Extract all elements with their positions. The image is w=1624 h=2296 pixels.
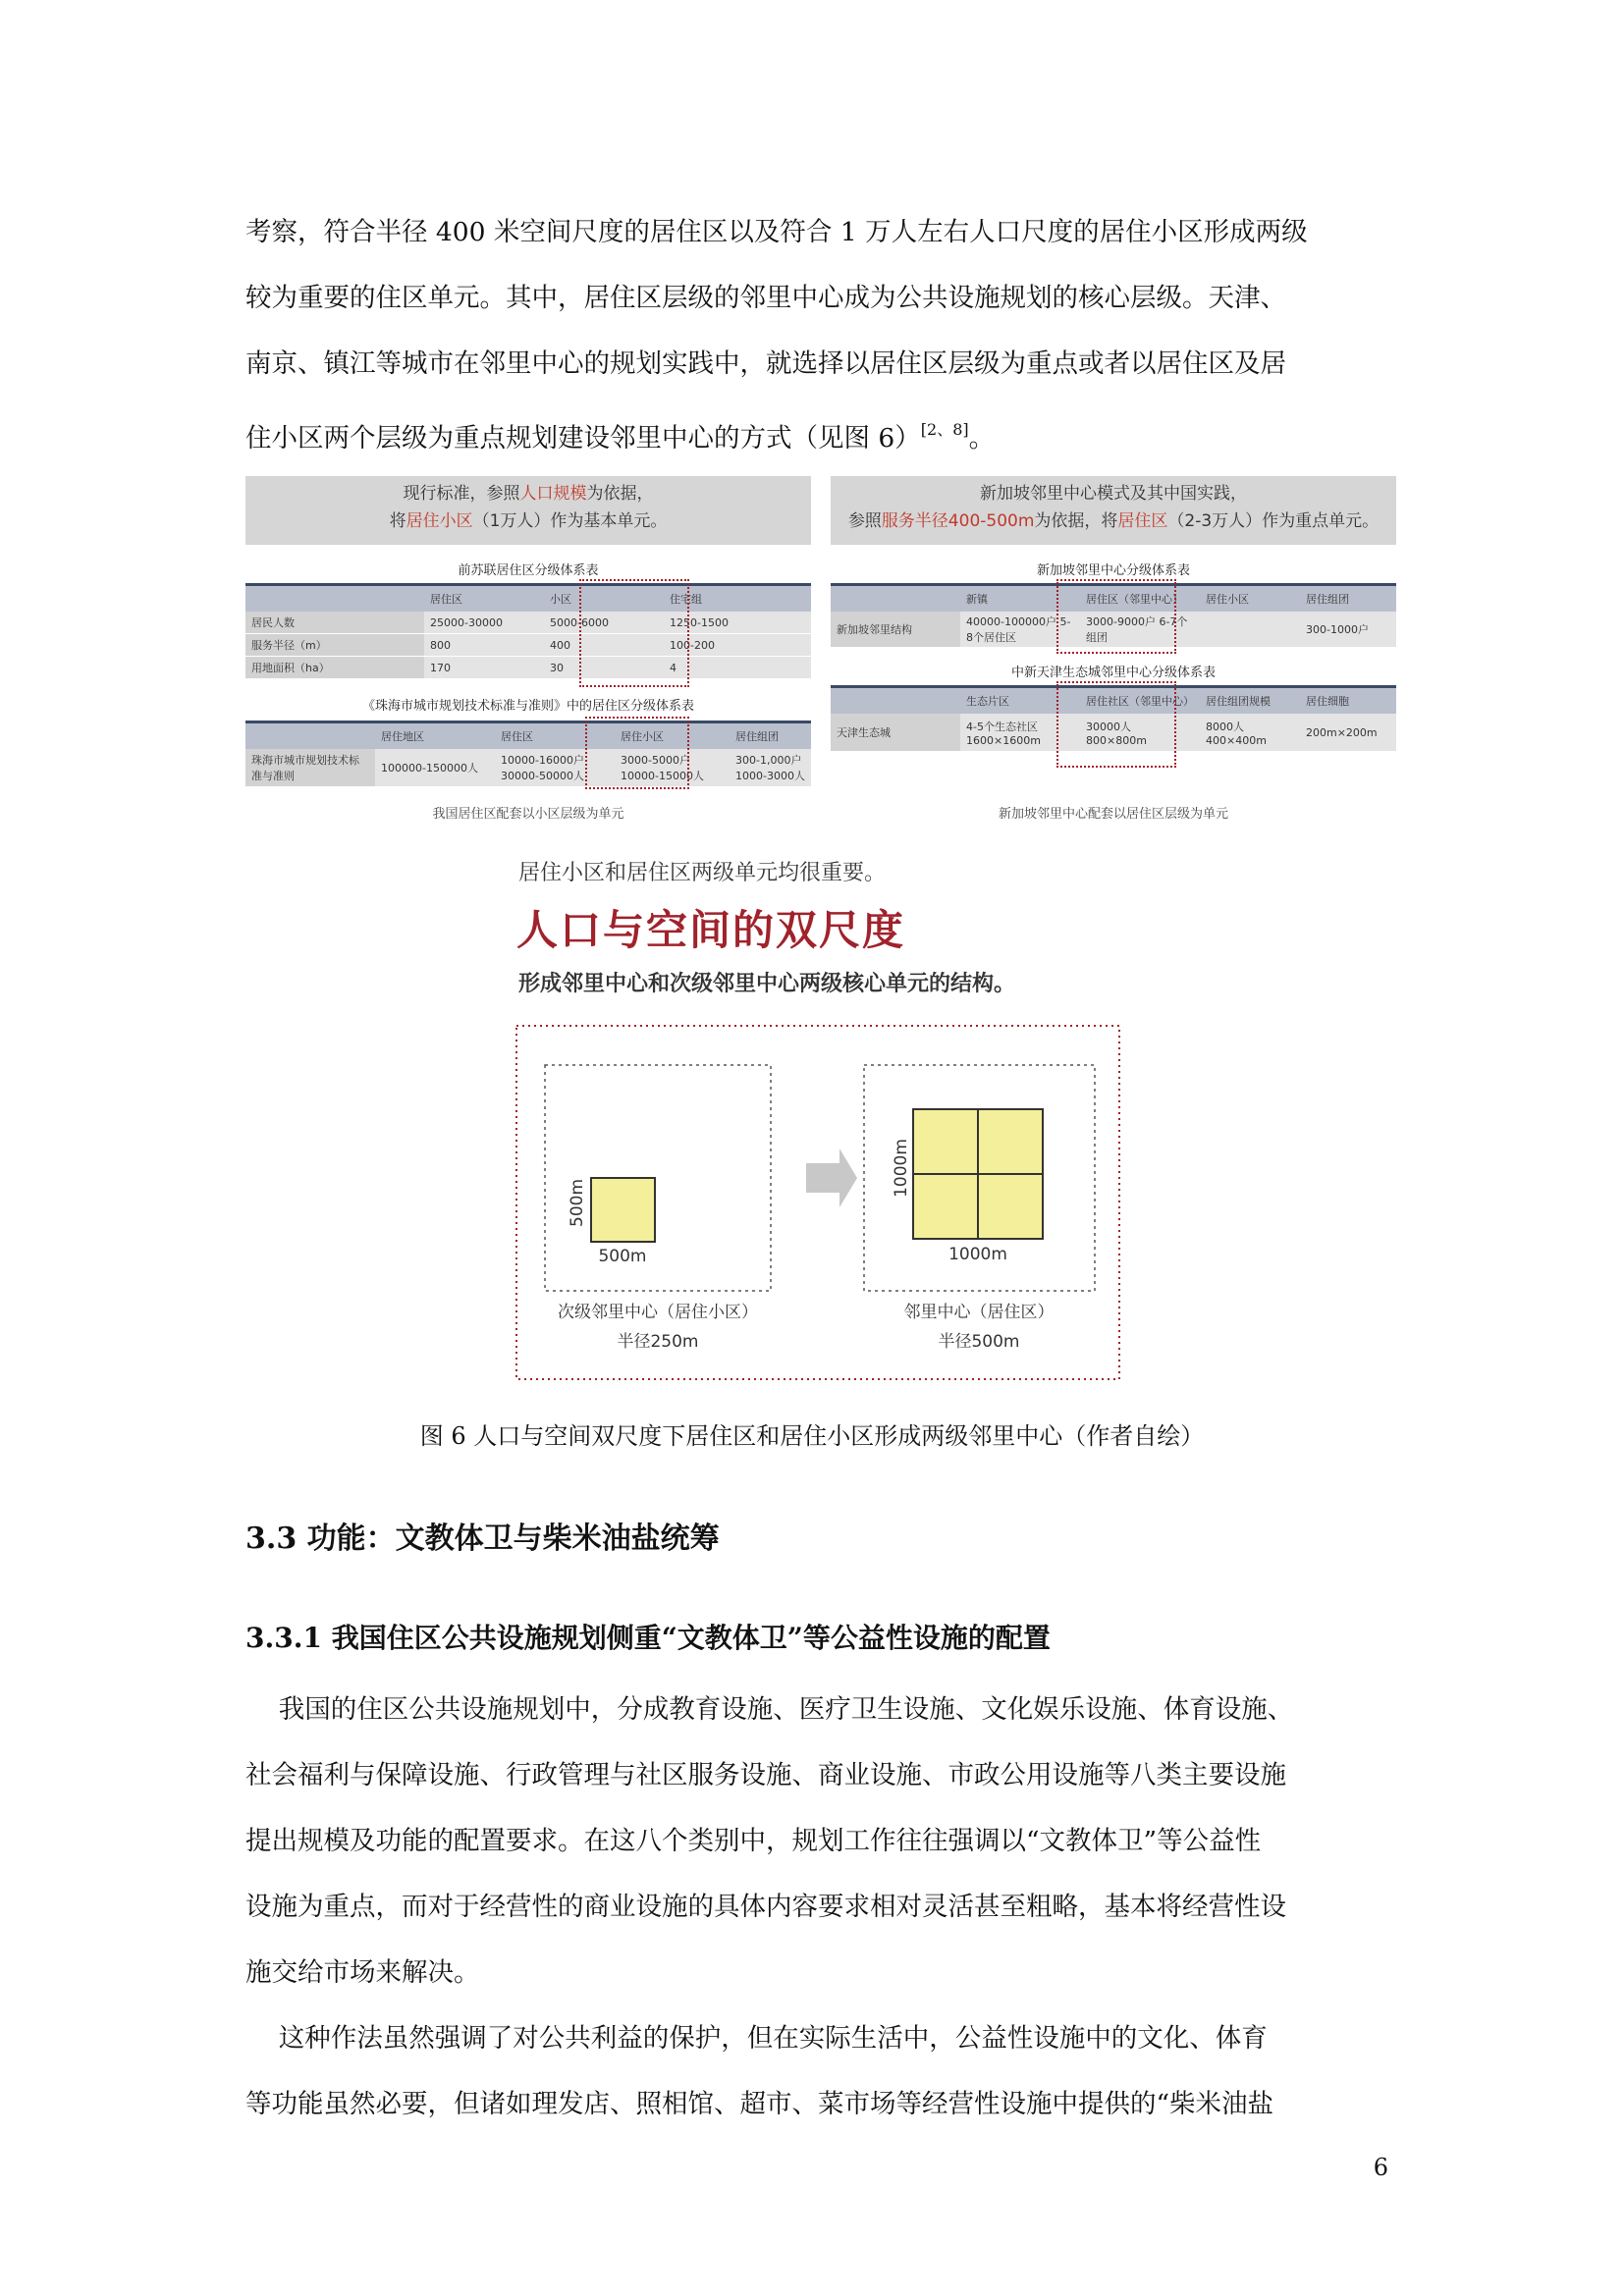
text-line: 我国的住区公共设施规划中，分成教育设施、医疗卫生设施、文化娱乐设施、体育设施、 [245, 1694, 1294, 1725]
table-cell: 200m×200m [1300, 714, 1396, 752]
table-cell: 400 [544, 634, 664, 657]
banner-text: 为依据，将 [1034, 511, 1118, 531]
table-header: 居住区（邻里中心） [1080, 585, 1200, 613]
text-line: 这种作法虽然强调了对公共利益的保护，但在实际生活中，公益性设施中的文化、体育 [245, 2023, 1268, 2054]
table-cell: 3000-5000户 10000-15000人 [615, 749, 730, 787]
citation: [2、8] [920, 420, 969, 439]
text-line: 社会福利与保障设施、行政管理与社区服务设施、商业设施、市政公用设施等八类主要设施 [245, 1760, 1286, 1790]
text-line-end: 。 [968, 423, 996, 454]
table-title: 前苏联居住区分级体系表 [458, 563, 599, 578]
table-cell: 居民人数 [245, 612, 424, 634]
table-header: 小区 [544, 585, 664, 613]
table-cell: 40000-100000户 5-8个居住区 [960, 612, 1080, 648]
table-header: 居住小区 [1200, 585, 1300, 613]
banner-text: 将 [389, 511, 406, 531]
text-line: 考察，符合半径 400 米空间尺度的居住区以及符合 1 万人左右人口尺度的居住小区形成两级 [245, 217, 1308, 247]
table-header: 居住组团规模 [1200, 687, 1300, 715]
small-bottom-label: 500m [598, 1247, 647, 1266]
table-cell: 4-5个生态社区 1600×1600m [960, 714, 1080, 752]
diagram-note: 居住小区和居住区两级单元均很重要。 [518, 861, 887, 885]
section-heading: 3.3 功能：文教体卫与柴米油盐统筹 [245, 1522, 720, 1556]
table-header: 居住地区 [375, 722, 495, 750]
table-cell: 300-1000户 [1300, 612, 1396, 648]
table-cell: 新加坡邻里结构 [831, 612, 960, 648]
panel-caption: 新加坡邻里中心配套以居住区层级为单元 [998, 807, 1228, 822]
table-cell: 10000-16000户 30000-50000人 [495, 749, 615, 787]
small-side-label: 500m [568, 1178, 587, 1227]
table-cell: 800 [424, 634, 544, 657]
banner-highlight: 居住区 [1117, 511, 1168, 531]
table-header: 居住社区（邻里中心） [1080, 687, 1200, 715]
small-radius-label: 半径250m [617, 1332, 699, 1352]
text-line: 提出规模及功能的配置要求。在这八个类别中，规划工作往往强调以“文教体卫”等公益性 [245, 1826, 1262, 1856]
table-cell: 天津生态城 [831, 714, 960, 752]
table-cell: 珠海市城市规划技术标准与准则 [245, 749, 375, 787]
text-line: 较为重要的住区单元。其中，居住区层级的邻里中心成为公共设施规划的核心层级。天津、 [245, 283, 1286, 313]
table-cell: 25000-30000 [424, 612, 544, 634]
text-line: 施交给市场来解决。 [245, 1957, 480, 1988]
text-line: 等功能虽然必要，但诸如理发店、照相馆、超市、菜市场等经营性设施中提供的“柴米油盐 [245, 2089, 1274, 2119]
diagram-title: 人口与空间的双尺度 [516, 906, 906, 954]
page-number: 6 [1373, 2154, 1388, 2181]
big-radius-label: 半径500m [938, 1332, 1020, 1352]
table-cell: 服务半径（m） [245, 634, 424, 657]
table-cell: 30000人 800×800m [1080, 714, 1200, 752]
arrow-icon [806, 1148, 857, 1207]
table-title: 中新天津生态城邻里中心分级体系表 [1010, 666, 1216, 680]
diagram-subtitle: 形成邻里中心和次级邻里中心两级核心单元的结构。 [518, 972, 1016, 996]
table-header: 住宅组 [664, 585, 811, 613]
small-unit-square [591, 1178, 655, 1242]
banner-text: 新加坡邻里中心模式及其中国实践， [980, 484, 1247, 504]
big-bottom-label: 1000m [948, 1245, 1007, 1264]
table-header: 居住组团 [1300, 585, 1396, 613]
table-cell: 100000-150000人 [375, 749, 495, 787]
banner-text: （1万人）作为基本单元。 [472, 511, 668, 531]
table-cell: 1250-1500 [664, 612, 811, 634]
banner-highlight: 居住小区 [406, 511, 473, 531]
table-cell: 3000-9000户 6-7个组团 [1080, 612, 1200, 648]
table-cell: 100-200 [664, 634, 811, 657]
banner-text: 参照 [847, 511, 882, 531]
text-line: 设施为重点，而对于经营性的商业设施的具体内容要求相对灵活甚至粗略，基本将经营性设 [245, 1892, 1286, 1922]
table-title: 新加坡邻里中心分级体系表 [1036, 563, 1190, 578]
table-cell: 5000-6000 [544, 612, 664, 634]
small-unit-label: 次级邻里中心（居住小区） [558, 1303, 758, 1322]
table-cell: 170 [424, 657, 544, 679]
table-cell: 300-1,000户 1000-3000人 [730, 749, 811, 787]
banner-highlight: 服务半径400-500m [881, 511, 1035, 531]
figure-caption: 图 6 人口与空间双尺度下居住区和居住小区形成两级邻里中心（作者自绘） [419, 1422, 1205, 1450]
body-paragraph [245, 2005, 1386, 2137]
table-header: 新镇 [960, 585, 1080, 613]
text-line: 南京、镇江等城市在邻里中心的规划实践中，就选择以居住区层级为重点或者以居住区及居 [245, 348, 1286, 379]
banner-highlight: 人口规模 [519, 484, 587, 504]
table-header: 居住区 [495, 722, 615, 750]
banner-text: 现行标准，参照 [403, 484, 520, 504]
table-cell: 8000人 400×400m [1200, 714, 1300, 752]
big-unit-label: 邻里中心（居住区） [903, 1303, 1055, 1322]
table-header: 居住区 [424, 585, 544, 613]
table-header: 居住细胞 [1300, 687, 1396, 715]
banner-text: 为依据， [586, 484, 654, 504]
small-unit-frame [545, 1065, 771, 1291]
table-cell: 用地面积（ha） [245, 657, 424, 679]
banner-text: （2-3万人）作为重点单元。 [1167, 511, 1380, 531]
text-line-body: 住小区两个层级为重点规划建设邻里中心的方式（见图 6） [245, 423, 921, 454]
table-header: 居住小区 [615, 722, 730, 750]
table-cell: 30 [544, 657, 664, 679]
table-header: 生态片区 [960, 687, 1080, 715]
subsection-heading: 3.3.1 我国住区公共设施规划侧重“文教体卫”等公益性设施的配置 [245, 1622, 1051, 1654]
body-paragraph [245, 1677, 1386, 2005]
table-title: 《珠海市城市规划技术标准与准则》中的居住区分级体系表 [361, 699, 694, 714]
panel-caption: 我国居住区配套以小区层级为单元 [432, 807, 624, 822]
big-side-label: 1000m [892, 1139, 911, 1198]
table-cell: 4 [664, 657, 811, 679]
table-header: 居住组团 [730, 722, 811, 750]
